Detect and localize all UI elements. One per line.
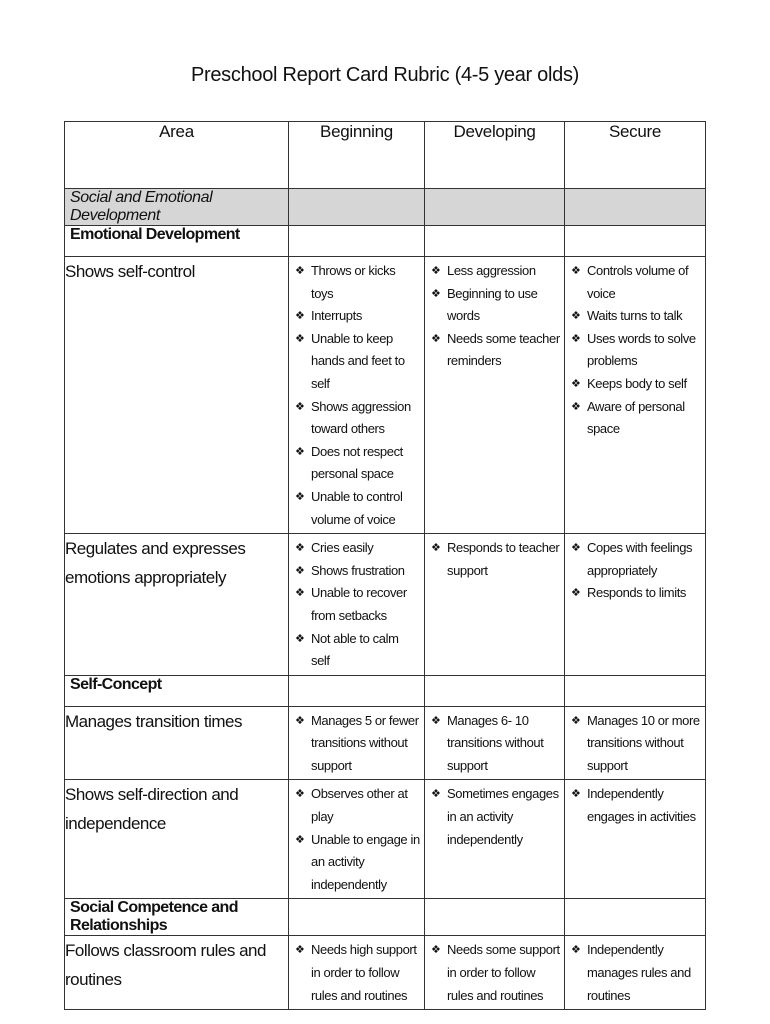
header-secure: Secure [565, 122, 706, 189]
indicator-text: Unable to recover from setbacks [311, 585, 407, 623]
secure-cell [565, 257, 706, 534]
indicator-text: Not able to calm self [311, 630, 399, 669]
developing-cell [425, 936, 565, 1010]
developing-cell [425, 706, 565, 780]
indicator-text: Needs high support in order to follow rules and routines [311, 942, 417, 1003]
section-cell [565, 189, 706, 226]
indicator-item [289, 939, 420, 1007]
indicator-item [289, 710, 420, 778]
header-row [65, 122, 706, 189]
indicator-text: Unable to control volume of voice [311, 488, 403, 527]
diamond-bullet-icon: ❖ [295, 400, 305, 413]
developing-indicator-list [425, 257, 564, 375]
indicator-text: Manages 5 or fewer transitions without support [311, 712, 419, 773]
subsection-cell [565, 675, 706, 706]
indicator-text: Needs some teacher reminders [447, 330, 560, 369]
diamond-bullet-icon: ❖ [295, 445, 305, 458]
subsection-cell [565, 226, 706, 257]
diamond-bullet-icon: ❖ [431, 287, 441, 300]
diamond-bullet-icon: ❖ [295, 833, 305, 846]
indicator-text: Observes other at play [311, 786, 408, 825]
indicator-text: Shows aggression toward others [311, 398, 411, 437]
diamond-bullet-icon: ❖ [295, 714, 305, 727]
subsection-cell [425, 675, 565, 706]
subsection-cell [289, 675, 425, 706]
skill-row [65, 936, 706, 1010]
indicator-item [565, 396, 701, 441]
indicator-item [565, 328, 701, 373]
skill-name: Follows classroom rules and routines [65, 936, 289, 1010]
indicator-item [425, 260, 560, 283]
indicator-text: Shows frustration [311, 562, 405, 578]
beginning-indicator-list [289, 780, 424, 898]
secure-cell [565, 936, 706, 1010]
indicator-item [289, 328, 420, 396]
indicator-text: Uses words to solve problems [587, 330, 696, 369]
developing-indicator-list [425, 707, 564, 780]
skill-name: Manages transition times [65, 706, 289, 780]
secure-cell [565, 706, 706, 780]
section-cell [289, 189, 425, 226]
indicator-text: Independently manages rules and routines [587, 942, 691, 1003]
diamond-bullet-icon: ❖ [295, 310, 305, 323]
indicator-item [289, 260, 420, 305]
subsection-cell [565, 899, 706, 936]
indicator-item [425, 328, 560, 373]
secure-cell [565, 780, 706, 899]
indicator-text: Less aggression [447, 263, 536, 278]
beginning-indicator-list [289, 936, 424, 1009]
diamond-bullet-icon: ❖ [571, 587, 581, 600]
subsection-row [65, 675, 706, 706]
skill-name: Regulates and expresses emotions appropriately [65, 534, 289, 676]
section-cell [425, 189, 565, 226]
skill-row [65, 780, 706, 899]
diamond-bullet-icon: ❖ [571, 714, 581, 727]
indicator-text: Keeps body to self [587, 375, 687, 391]
diamond-bullet-icon: ❖ [431, 714, 441, 727]
diamond-bullet-icon: ❖ [295, 788, 305, 801]
section-title: Social and Emotional Development [65, 189, 289, 226]
developing-cell [425, 257, 565, 534]
indicator-text: Manages 6- 10 transitions without support [447, 712, 544, 773]
skill-row [65, 257, 706, 534]
header-beginning: Beginning [289, 122, 425, 189]
diamond-bullet-icon: ❖ [571, 788, 581, 801]
indicator-item [289, 582, 420, 627]
secure-cell [565, 534, 706, 676]
beginning-indicator-list [289, 707, 424, 780]
secure-indicator-list [565, 780, 705, 830]
indicator-text: Copes with feelings appropriately [587, 540, 693, 578]
diamond-bullet-icon: ❖ [295, 564, 305, 577]
rubric-table [64, 121, 706, 1010]
indicator-item [425, 283, 560, 328]
indicator-item [289, 537, 420, 560]
beginning-indicator-list [289, 257, 424, 533]
indicator-text: Sometimes engages in an activity independently [447, 786, 559, 847]
indicator-item [289, 560, 420, 583]
indicator-text: Throws or kicks toys [311, 263, 396, 301]
indicator-item [565, 710, 701, 778]
header-developing: Developing [425, 122, 565, 189]
indicator-item [565, 373, 701, 396]
indicator-text: Waits turns to talk [587, 308, 683, 324]
indicator-item [425, 783, 560, 851]
subsection-heading: Emotional Development [65, 226, 289, 257]
diamond-bullet-icon: ❖ [431, 788, 441, 801]
beginning-cell [289, 257, 425, 534]
developing-cell [425, 534, 565, 676]
skill-name: Shows self-control [65, 257, 289, 534]
diamond-bullet-icon: ❖ [571, 265, 581, 277]
indicator-text: Does not respect personal space [311, 443, 403, 482]
diamond-bullet-icon: ❖ [295, 542, 305, 555]
indicator-item [425, 939, 560, 1007]
indicator-text: Responds to teacher support [447, 540, 560, 578]
developing-indicator-list [425, 780, 564, 853]
indicator-item [289, 486, 420, 531]
indicator-item [425, 537, 560, 582]
indicator-text: Independently engages in activities [587, 786, 696, 825]
skill-row [65, 534, 706, 676]
subsection-heading: Self-Concept [65, 675, 289, 706]
skill-row [65, 706, 706, 780]
diamond-bullet-icon: ❖ [295, 632, 305, 645]
indicator-text: Responds to limits [587, 585, 687, 601]
developing-indicator-list [425, 534, 564, 584]
diamond-bullet-icon: ❖ [431, 542, 441, 555]
indicator-item [565, 260, 701, 305]
indicator-text: Manages 10 or more transitions without support [587, 712, 700, 773]
indicator-item [289, 628, 420, 673]
diamond-bullet-icon: ❖ [295, 490, 305, 503]
subsection-cell [425, 226, 565, 257]
diamond-bullet-icon: ❖ [431, 332, 441, 345]
secure-indicator-list [565, 936, 705, 1009]
indicator-item [289, 829, 420, 897]
subsection-heading: Social Competence and Relationships [65, 899, 289, 936]
indicator-text: Controls volume of voice [587, 263, 689, 301]
subsection-cell [425, 899, 565, 936]
skill-name: Shows self-direction and independence [65, 780, 289, 899]
subsection-cell [289, 226, 425, 257]
indicator-item [289, 396, 420, 441]
diamond-bullet-icon: ❖ [571, 944, 581, 957]
secure-indicator-list [565, 534, 705, 607]
indicator-item [289, 305, 420, 328]
indicator-text: Cries easily [311, 540, 374, 556]
indicator-text: Interrupts [311, 308, 362, 324]
indicator-item [565, 582, 701, 605]
indicator-text: Needs some support in order to follow rules and routines [447, 942, 560, 1003]
diamond-bullet-icon: ❖ [571, 542, 581, 555]
indicator-item [289, 783, 420, 828]
beginning-indicator-list [289, 534, 424, 675]
indicator-item [425, 710, 560, 778]
developing-indicator-list [425, 936, 564, 1009]
indicator-text: Unable to engage in an activity independently [311, 831, 420, 892]
subsection-row [65, 226, 706, 257]
diamond-bullet-icon: ❖ [295, 265, 305, 277]
diamond-bullet-icon: ❖ [571, 377, 581, 390]
header-area: Area [65, 122, 289, 189]
indicator-item [565, 305, 701, 328]
indicator-item [565, 783, 701, 828]
diamond-bullet-icon: ❖ [571, 332, 581, 345]
beginning-cell [289, 706, 425, 780]
rubric-body [65, 122, 706, 1010]
page-title: Preschool Report Card Rubric (4-5 year olds) [190, 64, 580, 86]
indicator-item [565, 939, 701, 1007]
diamond-bullet-icon: ❖ [295, 944, 305, 957]
diamond-bullet-icon: ❖ [295, 332, 305, 345]
secure-indicator-list [565, 257, 705, 443]
indicator-item [289, 441, 420, 486]
diamond-bullet-icon: ❖ [571, 310, 581, 323]
beginning-cell [289, 780, 425, 899]
indicator-text: Beginning to use words [447, 285, 538, 324]
diamond-bullet-icon: ❖ [431, 944, 441, 957]
diamond-bullet-icon: ❖ [295, 587, 305, 600]
diamond-bullet-icon: ❖ [571, 400, 581, 413]
indicator-item [565, 537, 701, 582]
diamond-bullet-icon: ❖ [431, 265, 441, 277]
indicator-text: Aware of personal space [587, 398, 685, 437]
subsection-cell [289, 899, 425, 936]
section-row [65, 189, 706, 226]
developing-cell [425, 780, 565, 899]
beginning-cell [289, 534, 425, 676]
beginning-cell [289, 936, 425, 1010]
indicator-text: Unable to keep hands and feet to self [311, 330, 405, 391]
subsection-row [65, 899, 706, 936]
secure-indicator-list [565, 707, 705, 780]
